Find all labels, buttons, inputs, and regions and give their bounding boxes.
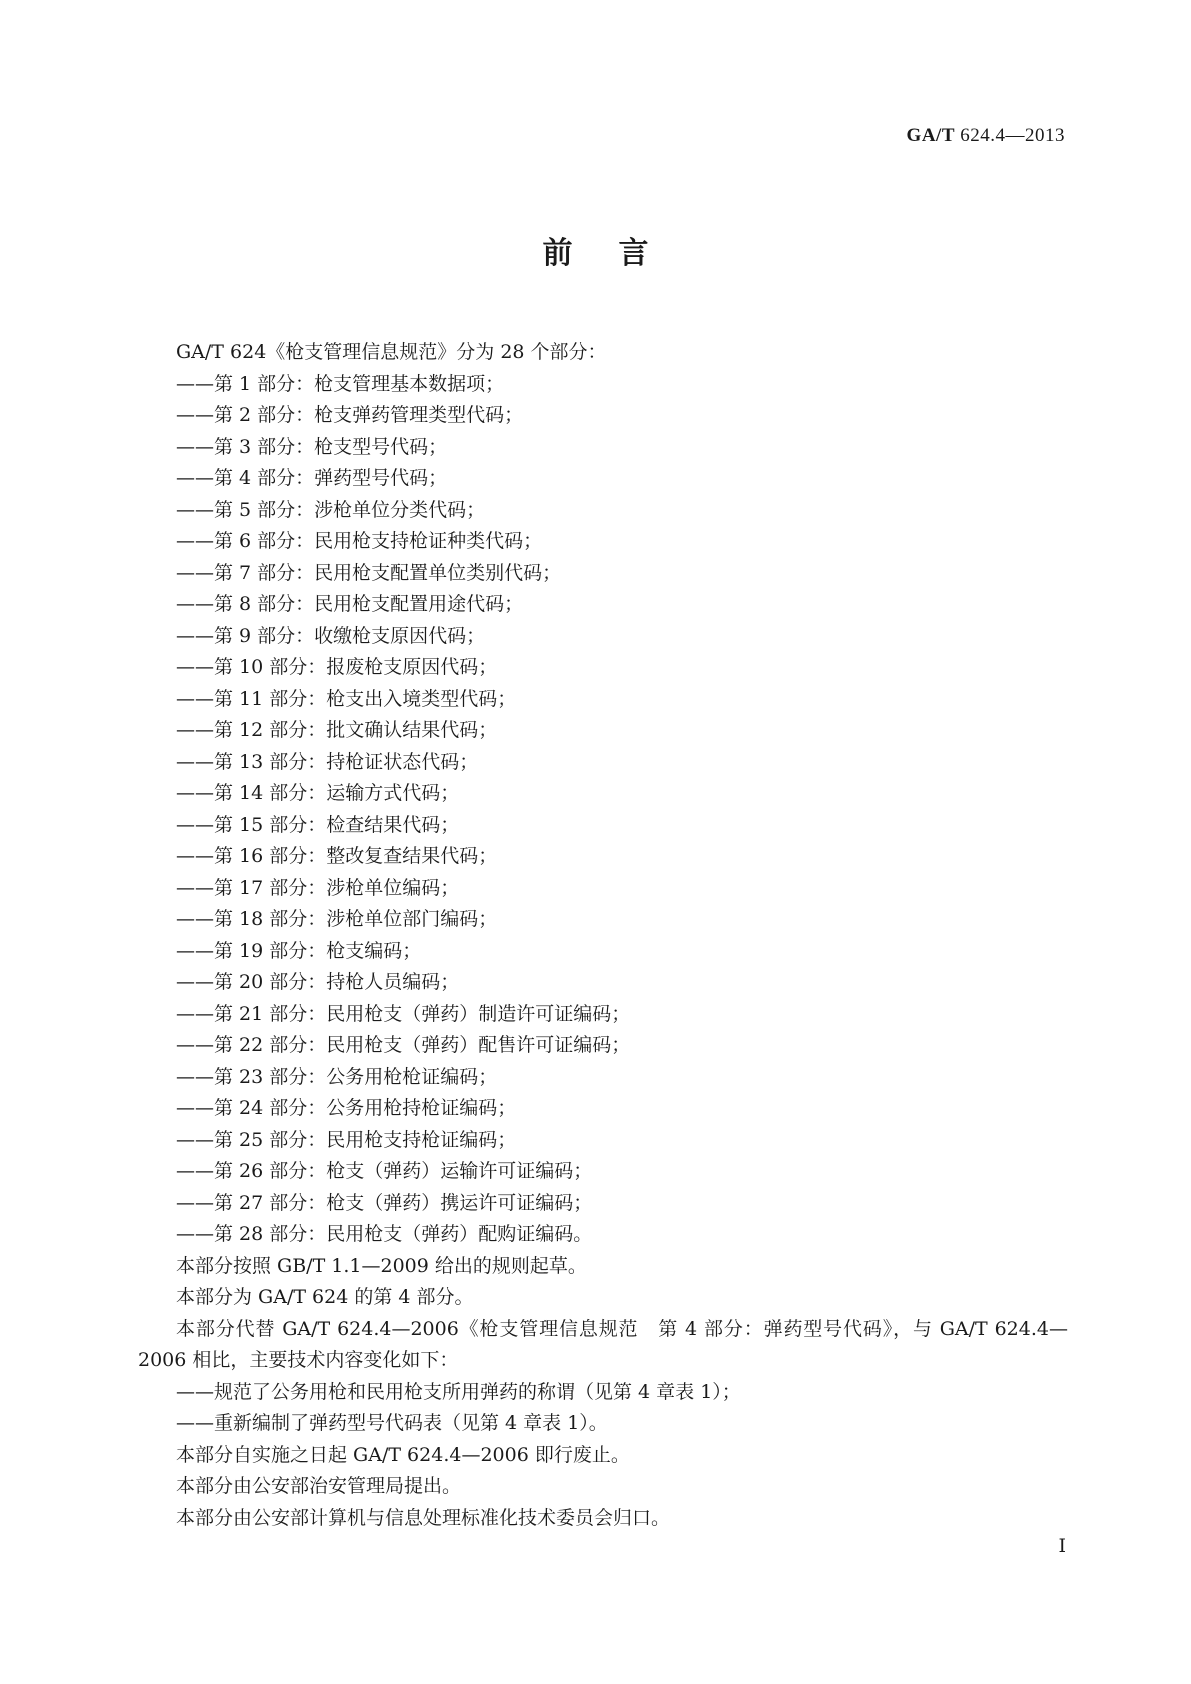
list-item: ——第 8 部分：民用枪支配置用途代码； — [176, 593, 524, 615]
page-number: I — [1058, 1535, 1066, 1557]
changes-list — [138, 1377, 1068, 1440]
drafting-rules-paragraph: 本部分按照 GB/T 1.1—2009 给出的规则起草。 — [176, 1254, 587, 1277]
list-item: ——第 3 部分：枪支型号代码； — [176, 435, 448, 458]
list-item: ——第 21 部分：民用枪支（弹药）制造许可证编码； — [176, 1002, 631, 1025]
page-title: 前言 — [542, 236, 695, 271]
replacement-paragraph: 本部分代替 GA/T 624.4—2006《枪支管理信息规范 第 4 部分：弹药型号代码》，与 GA/T 624.4—2006 相比，主要技术内容变化如下： — [138, 1317, 1068, 1371]
list-item: ——规范了公务用枪和民用枪支所用弹药的称谓（见第 4 章表 1）； — [176, 1380, 741, 1403]
list-item: ——重新编制了弹药型号代码表（见第 4 章表 1）。 — [176, 1412, 608, 1434]
list-item: ——第 14 部分：运输方式代码； — [176, 782, 460, 804]
list-item: ——第 6 部分：民用枪支持枪证种类代码； — [176, 530, 543, 552]
list-item: ——第 10 部分：报废枪支原因代码； — [176, 656, 498, 678]
standard-prefix: GA/T — [906, 125, 955, 146]
part-number-paragraph: 本部分为 GA/T 624 的第 4 部分。 — [176, 1286, 474, 1308]
list-item: ——第 15 部分：检查结果代码； — [176, 813, 460, 836]
intro-paragraph: GA/T 624《枪支管理信息规范》分为 28 个部分： — [176, 341, 607, 363]
list-item: ——第 4 部分：弹药型号代码； — [176, 467, 448, 489]
list-item: ——第 2 部分：枪支弹药管理类型代码； — [176, 404, 524, 426]
list-item: ——第 24 部分：公务用枪持枪证编码； — [176, 1097, 517, 1119]
list-item: ——第 7 部分：民用枪支配置单位类别代码； — [176, 561, 562, 584]
list-item: ——第 25 部分：民用枪支持枪证编码； — [176, 1128, 517, 1151]
list-item: ——第 1 部分：枪支管理基本数据项； — [176, 372, 505, 395]
list-item: ——第 23 部分：公务用枪枪证编码； — [176, 1065, 498, 1088]
list-item: ——第 28 部分：民用枪支（弹药）配购证编码。 — [176, 1223, 593, 1245]
abolish-paragraph: 本部分自实施之日起 GA/T 624.4—2006 即行废止。 — [176, 1443, 630, 1466]
list-item: ——第 20 部分：持枪人员编码； — [176, 971, 460, 993]
list-item: ——第 18 部分：涉枪单位部门编码； — [176, 908, 498, 930]
list-item: ——第 22 部分：民用枪支（弹药）配售许可证编码； — [176, 1034, 631, 1056]
document-body — [138, 337, 1068, 1534]
standard-number: 624.4—2013 — [960, 125, 1065, 146]
parts-list — [138, 369, 1068, 1251]
proposed-by-paragraph: 本部分由公安部治安管理局提出。 — [176, 1475, 462, 1497]
list-item: ——第 13 部分：持枪证状态代码； — [176, 750, 479, 773]
list-item: ——第 26 部分：枪支（弹药）运输许可证编码； — [176, 1160, 593, 1182]
list-item: ——第 19 部分：枪支编码； — [176, 939, 422, 962]
list-item: ——第 12 部分：批文确认结果代码； — [176, 719, 498, 741]
list-item: ——第 9 部分：收缴枪支原因代码； — [176, 624, 486, 647]
standard-code — [907, 125, 1065, 147]
list-item: ——第 11 部分：枪支出入境类型代码； — [176, 687, 517, 710]
list-item: ——第 27 部分：枪支（弹药）携运许可证编码； — [176, 1191, 593, 1214]
list-item: ——第 16 部分：整改复查结果代码； — [176, 845, 498, 867]
list-item: ——第 5 部分：涉枪单位分类代码； — [176, 498, 486, 521]
centralized-by-paragraph: 本部分由公安部计算机与信息处理标准化技术委员会归口。 — [176, 1506, 671, 1529]
list-item: ——第 17 部分：涉枪单位编码； — [176, 876, 460, 899]
